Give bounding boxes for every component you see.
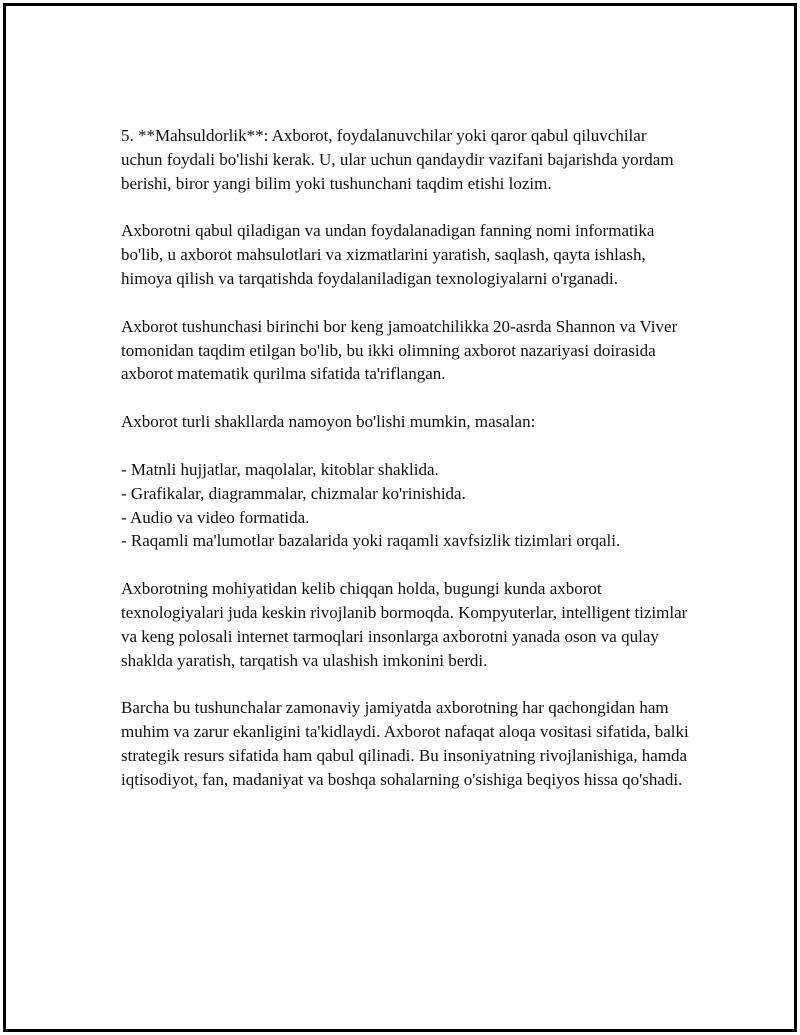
paragraph-productivity: 5. **Mahsuldorlik**: Axborot, foydalanuvchilar yoki qaror qabul qiluvchilar uchun foydali bo'lishi kerak. U, ular uchun qandaydir vazifani bajarishda yordam berishi, biror yangi bilim yoki tushunchani taqdim etishi lozim. <box>121 126 674 193</box>
paragraph-informatics: Axborotni qabul qiladigan va undan foydalanadigan fanning nomi informatika bo'lib, u axborot mahsulotlari va xizmatlarini yaratish, saqlash, qayta ishlash, himoya qilish va tarqatishda foydalaniladigan texnologiyalarni o'rganadi. <box>121 221 655 288</box>
document-body <box>121 124 691 816</box>
list-item: - Raqamli ma'lumotlar bazalarida yoki raqamli xavfsizlik tizimlari orqali. <box>121 531 621 551</box>
paragraph-forms-intro: Axborot turli shakllarda namoyon bo'lishi mumkin, masalan: <box>121 412 536 432</box>
forms-list <box>121 458 691 553</box>
paragraph-shannon-weaver: Axborot tushunchasi birinchi bor keng jamoatchilikka 20-asrda Shannon va Viver tomonidan taqdim etilgan bo'lib, bu ikki olimning axborot nazariyasi doirasida axborot matematik qurilma sifatida ta'riflangan. <box>121 316 678 384</box>
list-item: - Audio va video formatida. <box>121 507 310 527</box>
page-frame <box>3 3 797 1032</box>
paragraph-technology-development: Axborotning mohiyatidan kelib chiqqan holda, bugungi kunda axborot texnologiyalari juda keskin rivojlanib bormoqda. Kompyuterlar, intelligent tizimlar va keng polosali internet tarmoqlari insonlarga axborotni yanada oson va qulay shaklda yaratish, tarqatish va ulashish imkonini berdi. <box>121 579 688 670</box>
paragraph-conclusion: Barcha bu tushunchalar zamonaviy jamiyatda axborotning har qachongidan ham muhim va zarur ekanligini ta'kidlaydi. Axborot nafaqat aloqa vositasi sifatida, balki strategik resurs sifatida ham qabul qilinadi. Bu insoniyatning rivojlanishiga, hamda iqtisodiyot, fan, madaniyat va boshqa sohalarning o'sishiga beqiyos hissa qo'shadi. <box>121 698 689 789</box>
list-item: - Grafikalar, diagrammalar, chizmalar ko'rinishida. <box>121 483 466 503</box>
list-item: - Matnli hujjatlar, maqolalar, kitoblar shaklida. <box>121 459 439 479</box>
